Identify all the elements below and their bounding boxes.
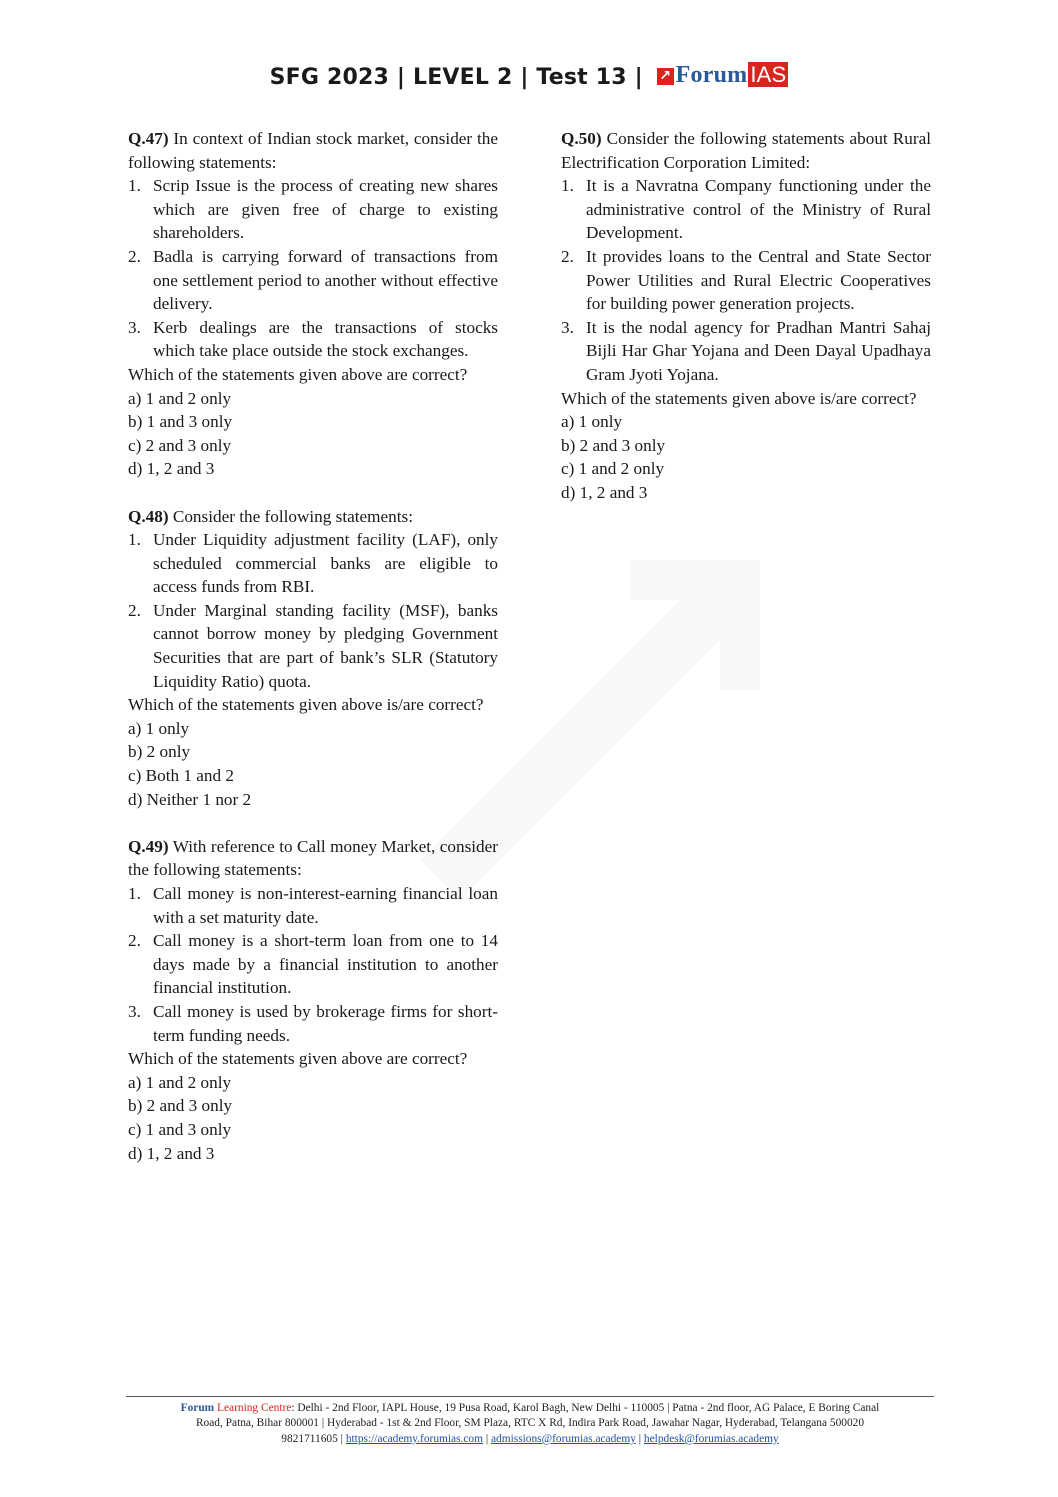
footer-brand-forum: Forum <box>180 1402 215 1414</box>
footer-address-line-2: Road, Patna, Bihar 800001 | Hyderabad - 1st & 2nd Floor, SM Plaza, RTC X Rd, Indira Park Road, Jawahar Nagar, Hyderabad, Telangana 500020 <box>195 1417 865 1430</box>
logo-ias-text: IAS <box>750 62 787 87</box>
statement-list <box>561 174 931 386</box>
option-a: a) 1 only <box>128 718 190 738</box>
right-column <box>561 127 931 528</box>
footer-contact-line <box>126 1432 934 1447</box>
question-50 <box>561 127 931 505</box>
statement-number: 1. <box>128 530 141 550</box>
footer-link-admissions[interactable]: admissions@forumias.academy <box>490 1432 636 1445</box>
statement-item <box>128 1000 498 1047</box>
statement-number: 2. <box>128 600 141 620</box>
statement-list <box>128 882 498 1047</box>
option-d: d) 1, 2 and 3 <box>128 459 215 479</box>
option-c: c) Both 1 and 2 <box>128 766 234 786</box>
header-title: SFG 2023 | LEVEL 2 | Test 13 | <box>269 65 643 90</box>
statement-text: Kerb dealings are the transactions of stocks which take place outside the stock exchanges. <box>153 317 498 361</box>
statement-item <box>128 245 498 316</box>
statement-text: Call money is used by brokerage firms for short-term funding needs. <box>153 1001 498 1045</box>
footer-phone: 9821711605 <box>281 1432 338 1445</box>
question-stem <box>128 835 498 882</box>
question-number: Q.48) <box>128 506 169 526</box>
statement-text: Under Marginal standing facility (MSF), banks cannot borrow money by pledging Government Securities that are part of bank’s SLR (Statutory Liquidity Ratio) quota. <box>153 600 498 691</box>
statement-text: Under Liquidity adjustment facility (LAF), only scheduled commercial banks are eligible to access funds from RBI. <box>153 530 498 597</box>
question-prompt: Which of the statements given above are correct? <box>128 1049 468 1069</box>
question-48 <box>128 505 498 812</box>
statement-text: It is a Navratna Company functioning under the administrative control of the Ministry of Rural Development. <box>586 176 931 243</box>
statement-number: 1. <box>128 884 141 903</box>
option-c: c) 1 and 3 only <box>128 1119 232 1139</box>
footer-separator: | <box>635 1432 644 1445</box>
page-footer <box>126 1396 934 1447</box>
option-d: d) 1, 2 and 3 <box>561 482 648 502</box>
statement-number: 2. <box>561 246 574 266</box>
statement-item <box>128 174 498 245</box>
forumias-logo <box>657 62 789 89</box>
question-49 <box>128 835 498 1165</box>
footer-address-line-1 <box>126 1401 934 1416</box>
option-a: a) 1 and 2 only <box>128 1072 232 1092</box>
question-prompt: Which of the statements given above are correct? <box>128 364 468 384</box>
statement-list <box>128 528 498 693</box>
logo-arrow-icon: ↗ <box>657 68 674 85</box>
option-b: b) 2 only <box>128 742 191 762</box>
question-stem <box>128 505 498 529</box>
option-a: a) 1 only <box>561 412 623 432</box>
footer-brand-learning-centre: Learning Centre <box>214 1402 292 1414</box>
question-stem <box>128 127 498 174</box>
statement-text: Scrip Issue is the process of creating new shares which are given free of charge to existing shareholders. <box>153 176 498 243</box>
statement-item <box>128 929 498 1000</box>
footer-separator: | <box>483 1432 491 1445</box>
statement-text: Call money is a short-term loan from one to 14 days made by a financial institution to another financial institution. <box>153 931 498 998</box>
statement-text: Call money is non-interest-earning financial loan with a set maturity date. <box>153 884 498 927</box>
statement-item <box>128 528 498 599</box>
option-b: b) 2 and 3 only <box>561 435 666 455</box>
statement-item <box>128 882 498 929</box>
statement-number: 3. <box>561 317 574 337</box>
question-text: Consider the following statements: <box>168 506 413 526</box>
statement-text: Badla is carrying forward of transactions from one settlement period to another without effective delivery. <box>153 246 498 314</box>
footer-colon: : <box>291 1402 298 1414</box>
option-b: b) 2 and 3 only <box>128 1096 233 1116</box>
footer-link-helpdesk[interactable]: helpdesk@forumias.academy <box>643 1432 779 1445</box>
option-c: c) 2 and 3 only <box>128 435 232 455</box>
option-a: a) 1 and 2 only <box>128 388 232 408</box>
statement-text: It provides loans to the Central and State Sector Power Utilities and Rural Electric Cooperatives for building power generation projects. <box>586 246 931 314</box>
footer-address-text-1: Delhi - 2nd Floor, IAPL House, 19 Pusa Road, Karol Bagh, New Delhi - 110005 | Patna - 2nd floor, AG Palace, E Boring Canal <box>297 1402 880 1414</box>
statement-item <box>561 174 931 245</box>
statement-list <box>128 174 498 363</box>
statement-text: It is the nodal agency for Pradhan Mantri Sahaj Bijli Har Ghar Yojana and Deen Dayal Upadhaya Gram Jyoti Yojana. <box>586 317 931 384</box>
option-d: d) Neither 1 nor 2 <box>128 789 252 809</box>
question-stem <box>561 127 931 174</box>
statement-item <box>128 599 498 693</box>
question-text: In context of Indian stock market, consider the following statements: <box>128 129 498 172</box>
logo-forum-text: Forum <box>675 62 748 88</box>
question-number: Q.50) <box>561 129 602 148</box>
question-text: Consider the following statements about Rural Electrification Corporation Limited: <box>561 129 931 172</box>
statement-number: 2. <box>128 246 141 266</box>
option-d: d) 1, 2 and 3 <box>128 1143 215 1163</box>
page-header <box>0 62 1058 90</box>
statement-item <box>561 316 931 387</box>
statement-number: 3. <box>128 317 141 337</box>
footer-link-website[interactable]: https://academy.forumias.com <box>345 1432 483 1445</box>
footer-separator: | <box>337 1432 346 1445</box>
question-prompt: Which of the statements given above is/are correct? <box>561 388 917 408</box>
question-prompt: Which of the statements given above is/are correct? <box>128 695 484 715</box>
option-c: c) 1 and 2 only <box>561 459 665 479</box>
left-column <box>128 127 498 1189</box>
option-b: b) 1 and 3 only <box>128 412 233 432</box>
question-number: Q.49) <box>128 836 169 856</box>
statement-number: 1. <box>561 176 574 196</box>
statement-item <box>561 245 931 316</box>
statement-item <box>128 316 498 363</box>
question-text: With reference to Call money Market, consider the following statements: <box>128 836 498 880</box>
statement-number: 1. <box>128 176 141 196</box>
statement-number: 2. <box>128 931 141 951</box>
question-number: Q.47) <box>128 129 169 148</box>
statement-number: 3. <box>128 1001 141 1021</box>
question-47 <box>128 127 498 481</box>
